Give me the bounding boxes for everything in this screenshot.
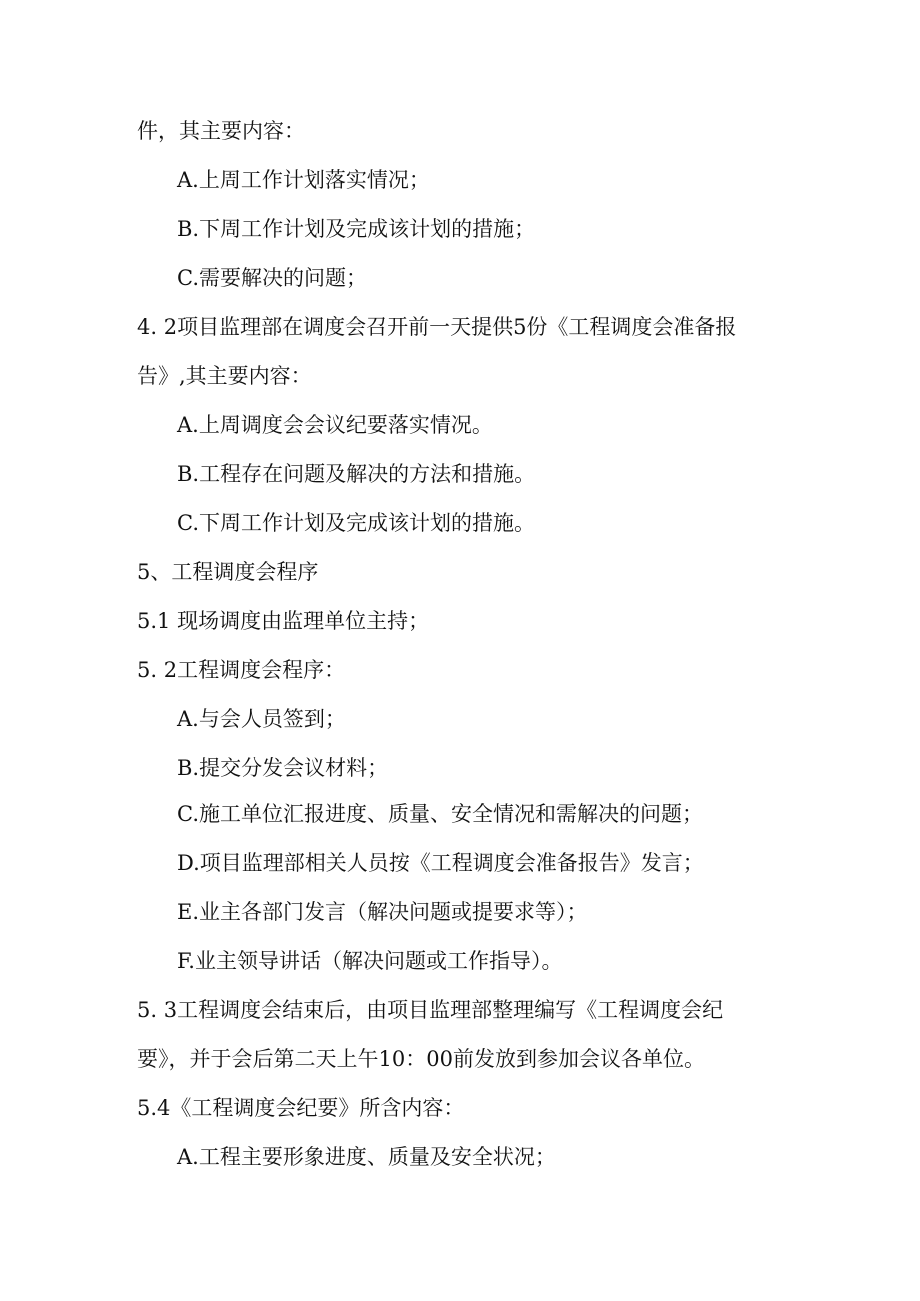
list-item: B.下周工作计划及完成该计划的措施； xyxy=(177,217,536,241)
section-paragraph: 5.1 现场调度由监理单位主持； xyxy=(137,609,430,633)
list-item: C.需要解决的问题； xyxy=(177,266,367,290)
list-item: A.上周工作计划落实情况； xyxy=(177,168,430,192)
section-paragraph: 5. 2工程调度会程序： xyxy=(137,658,346,682)
list-item: E.业主各部门发言（解决问题或提要求等）； xyxy=(177,900,588,924)
list-item: C.下周工作计划及完成该计划的措施。 xyxy=(177,511,535,535)
list-item: A.工程主要形象进度、质量及安全状况； xyxy=(177,1145,556,1169)
list-item: D.项目监理部相关人员按《工程调度会准备报告》发言； xyxy=(177,851,704,875)
text-line: 告》,其主要内容： xyxy=(137,364,312,388)
section-heading: 5、工程调度会程序 xyxy=(137,560,319,584)
list-item: A.与会人员签到； xyxy=(177,707,346,731)
section-paragraph: 5. 3工程调度会结束后，由项目监理部整理编写《工程调度会纪 xyxy=(137,998,724,1022)
list-item: A.上周调度会会议纪要落实情况。 xyxy=(177,413,493,437)
text-line: 要》，并于会后第二天上午10：00前发放到参加会议各单位。 xyxy=(137,1047,705,1071)
list-item: B.工程存在问题及解决的方法和措施。 xyxy=(177,462,536,486)
list-item: F.业主领导讲话（解决问题或工作指导）。 xyxy=(177,949,563,973)
text-line: 件，其主要内容： xyxy=(137,119,305,143)
list-item: C.施工单位汇报进度、质量、安全情况和需解决的问题； xyxy=(177,802,703,826)
list-item: B.提交分发会议材料； xyxy=(177,756,389,780)
section-paragraph: 4. 2项目监理部在调度会召开前一天提供5份《工程调度会准备报 xyxy=(137,315,737,339)
section-paragraph: 5.4《工程调度会纪要》所含内容： xyxy=(137,1096,465,1120)
